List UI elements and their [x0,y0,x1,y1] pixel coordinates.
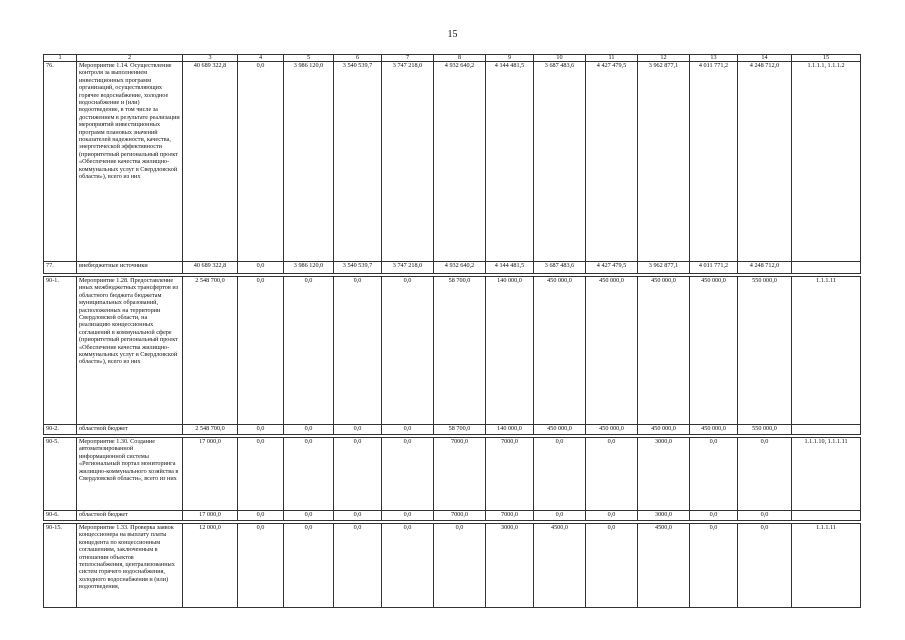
col-header: 14 [738,55,792,62]
amount-cell: 12 000,0 [183,524,238,608]
col-header: 11 [586,55,638,62]
col-header: 10 [534,55,586,62]
amount-cell: 0,0 [382,511,434,521]
amount-cell: 3 747 218,0 [382,62,434,262]
amount-cell: 0,0 [334,524,382,608]
table-row [44,62,861,262]
row-description: Мероприятие 1.30. Создание автоматизированной информационной системы «Региональный портал мониторинга жилищно-коммунального хозяйства в Свердловской области», всего из них [77,438,183,511]
amount-cell: 0,0 [334,511,382,521]
table-row [44,262,861,274]
amount-cell: 0,0 [690,524,738,608]
amount-cell: 0,0 [586,511,638,521]
row-description: Мероприятие 1.14. Осуществление контроля за выполнением инвестиционных программ организаций, осуществляющих горячее водоснабжение, холодное водоснабжение и (или) водоотведение, в том числе за достижением в результате реализации мероприятий инвестиционных программ плановых значений показателей надежности, качества, энергетической эффективности (приоритетный региональный проект «Обеспечение качества жилищно-коммунальных услуг в Свердловской области»), всего из них [77,62,183,262]
amount-cell: 4500,0 [638,524,690,608]
amount-cell: 58 700,0 [434,277,486,425]
col-header: 2 [77,55,183,62]
amount-cell: 0,0 [284,425,334,435]
row-number: 76. [44,62,77,262]
amount-cell: 0,0 [238,62,284,262]
amount-cell: 3000,0 [638,511,690,521]
row-number: 90-1. [44,277,77,425]
amount-cell: 0,0 [284,438,334,511]
amount-cell: 3 986 120,0 [284,262,334,274]
amount-cell: 3000,0 [638,438,690,511]
target-reference: 1.1.1.11 [792,277,861,425]
amount-cell: 140 000,0 [486,277,534,425]
amount-cell: 4500,0 [534,524,586,608]
amount-cell: 4 144 481,5 [486,262,534,274]
amount-cell: 0,0 [690,438,738,511]
col-header: 5 [284,55,334,62]
column-number-header [44,55,861,62]
amount-cell: 0,0 [690,511,738,521]
amount-cell: 0,0 [334,425,382,435]
amount-cell: 17 000,0 [183,511,238,521]
amount-cell: 3 687 483,6 [534,62,586,262]
amount-cell: 4 248 712,0 [738,62,792,262]
amount-cell: 0,0 [382,438,434,511]
amount-cell: 0,0 [586,524,638,608]
amount-cell: 3 540 539,7 [334,262,382,274]
amount-cell: 0,0 [334,277,382,425]
amount-cell: 7000,0 [434,438,486,511]
amount-cell: 3 540 539,7 [334,62,382,262]
amount-cell: 0,0 [284,277,334,425]
table-row [44,511,861,521]
amount-cell: 450 000,0 [534,425,586,435]
amount-cell: 0,0 [284,511,334,521]
col-header: 8 [434,55,486,62]
amount-cell: 4 932 640,2 [434,62,486,262]
row-description: внебюджетные источники [77,262,183,274]
amount-cell: 0,0 [284,524,334,608]
col-header: 9 [486,55,534,62]
amount-cell: 3 962 877,1 [638,262,690,274]
target-reference: 1.1.1.10, 1.1.1.11 [792,438,861,511]
amount-cell: 4 427 479,5 [586,62,638,262]
table-row [44,425,861,435]
amount-cell: 450 000,0 [690,425,738,435]
amount-cell: 4 011 771,2 [690,262,738,274]
amount-cell: 7000,0 [434,511,486,521]
table-row [44,438,861,511]
amount-cell: 4 427 479,5 [586,262,638,274]
col-header: 1 [44,55,77,62]
amount-cell: 0,0 [382,524,434,608]
amount-cell: 0,0 [434,524,486,608]
col-header: 4 [238,55,284,62]
amount-cell: 4 011 771,2 [690,62,738,262]
target-reference: 1.1.1.11 [792,524,861,608]
amount-cell: 58 700,0 [434,425,486,435]
amount-cell: 7000,0 [486,511,534,521]
row-number: 77. [44,262,77,274]
program-table [43,54,861,608]
col-header: 3 [183,55,238,62]
amount-cell: 3000,0 [486,524,534,608]
amount-cell: 450 000,0 [586,277,638,425]
amount-cell: 40 689 322,8 [183,262,238,274]
col-header: 12 [638,55,690,62]
amount-cell: 4 248 712,0 [738,262,792,274]
col-header: 15 [792,55,861,62]
amount-cell: 0,0 [238,511,284,521]
amount-cell: 0,0 [238,438,284,511]
amount-cell: 3 962 877,1 [638,62,690,262]
row-description: Мероприятие 1.33. Проверка заявок концессионера на выплату платы концедента по концессионным соглашениям, заключенным в отношении объектов теплоснабжения, централизованных систем горячего водоснабжения, холодного водоснабжения и (или) водоотведения, [77,524,183,608]
target-reference [792,511,861,521]
row-number: 90-6. [44,511,77,521]
amount-cell: 0,0 [534,438,586,511]
amount-cell: 17 000,0 [183,438,238,511]
row-number: 90-15. [44,524,77,608]
amount-cell: 2 548 700,0 [183,277,238,425]
amount-cell: 550 000,0 [738,425,792,435]
amount-cell: 0,0 [238,277,284,425]
amount-cell: 450 000,0 [690,277,738,425]
table-row [44,524,861,608]
amount-cell: 0,0 [738,511,792,521]
row-number: 90-5. [44,438,77,511]
target-reference [792,425,861,435]
amount-cell: 450 000,0 [586,425,638,435]
amount-cell: 0,0 [238,262,284,274]
page-number: 15 [447,29,458,40]
amount-cell: 140 000,0 [486,425,534,435]
amount-cell: 4 932 640,2 [434,262,486,274]
col-header: 6 [334,55,382,62]
amount-cell: 3 747 218,0 [382,262,434,274]
amount-cell: 0,0 [382,277,434,425]
row-number: 90-2. [44,425,77,435]
amount-cell: 0,0 [382,425,434,435]
amount-cell: 0,0 [738,524,792,608]
amount-cell: 450 000,0 [638,277,690,425]
amount-cell: 4 144 481,5 [486,62,534,262]
amount-cell: 0,0 [586,438,638,511]
row-description: областной бюджет [77,425,183,435]
amount-cell: 3 687 483,6 [534,262,586,274]
amount-cell: 40 689 322,8 [183,62,238,262]
amount-cell: 550 000,0 [738,277,792,425]
target-reference [792,262,861,274]
amount-cell: 0,0 [534,511,586,521]
amount-cell: 3 986 120,0 [284,62,334,262]
target-reference: 1.1.1.1, 1.1.1.2 [792,62,861,262]
amount-cell: 450 000,0 [638,425,690,435]
amount-cell: 0,0 [238,524,284,608]
table-row [44,277,861,425]
row-description: Мероприятие 1.28. Предоставление иных межбюджетных трансфертов из областного бюджета бюджетам муниципальных образований, расположенных на территории Свердловской области, на реализацию концессионных соглашений в коммунальной сфере (приоритетный региональный проект «Обеспечение качества жилищно-коммунальных услуг в Свердловской области»), всего из них [77,277,183,425]
col-header: 13 [690,55,738,62]
amount-cell: 0,0 [238,425,284,435]
amount-cell: 0,0 [334,438,382,511]
row-description: областной бюджет [77,511,183,521]
col-header: 7 [382,55,434,62]
amount-cell: 450 000,0 [534,277,586,425]
amount-cell: 0,0 [738,438,792,511]
amount-cell: 7000,0 [486,438,534,511]
amount-cell: 2 548 700,0 [183,425,238,435]
